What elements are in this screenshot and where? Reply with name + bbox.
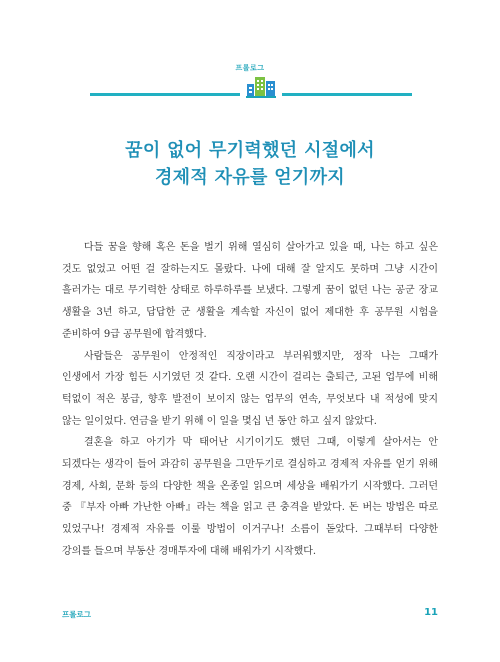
building-icon — [246, 74, 280, 98]
paragraph-2: 사람들은 공무원이 안정적인 직장이라고 부러워했지만, 정작 나는 그때가 인생에서 가장 힘든 시기였던 것 같다. 오랜 시간이 걸리는 출퇴근, 고된 업무에 비해 턱없이 적은 봉급, 향후 발전이 보이지 않는 업무의 연속, 무엇보다 내 적성에 맞지 않는 일이었다. 연금을 받기 위해 이 일을 몇십 년 동안 하고 싶지 않았다. — [62, 350, 438, 427]
paragraph-3: 결혼을 하고 아기가 막 태어난 시기이기도 했던 그때, 이렇게 살아서는 안 되겠다는 생각이 들어 과감히 공무원을 그만두기로 결심하고 경제적 자유를 얻기 위해 경제, 사회, 문화 등의 다양한 책을 온종일 읽으며 세상을 배워가기 시작했다. 그러던 중 『부자 아빠 가난한 아빠』라는 책을 읽고 큰 충격을 받았다. 돈 버는 방법은 따로 있었구나! 경제적 자유를 이룰 방법이 이거구나! 소름이 돋았다. 그때부터 다양한 강의를 들으며 부동산 경매투자에 대해 배워가기 시작했다. — [62, 437, 438, 557]
paragraph-1: 다들 꿈을 향해 혹은 돈을 벌기 위해 열심히 살아가고 있을 때, 나는 하고 싶은 것도 없었고 어떤 걸 잘하는지도 몰랐다. 나에 대해 잘 알지도 못하며 그냥 시간이 흘러가는 대로 무기력한 상태로 하루하루를 보냈다. 그렇게 꿈이 없던 나는 공군 장교 생활을 3년 하고, 답답한 군 생활을 계속할 자신이 없어 제대한 후 공무원 시험을 준비하여 9급 공무원에 합격했다. — [62, 242, 438, 340]
page-number: 11 — [424, 607, 438, 618]
chapter-title-line2: 경제적 자유를 얻기까지 — [154, 167, 345, 188]
section-label: 프롤로그 — [235, 64, 265, 72]
body-text — [62, 237, 438, 563]
chapter-title-line1: 꿈이 없어 무기력했던 시절에서 — [125, 140, 375, 161]
header-rule-right — [282, 93, 412, 96]
footer-section-label: 프롤로그 — [62, 610, 91, 619]
header-rule-left — [90, 93, 240, 96]
